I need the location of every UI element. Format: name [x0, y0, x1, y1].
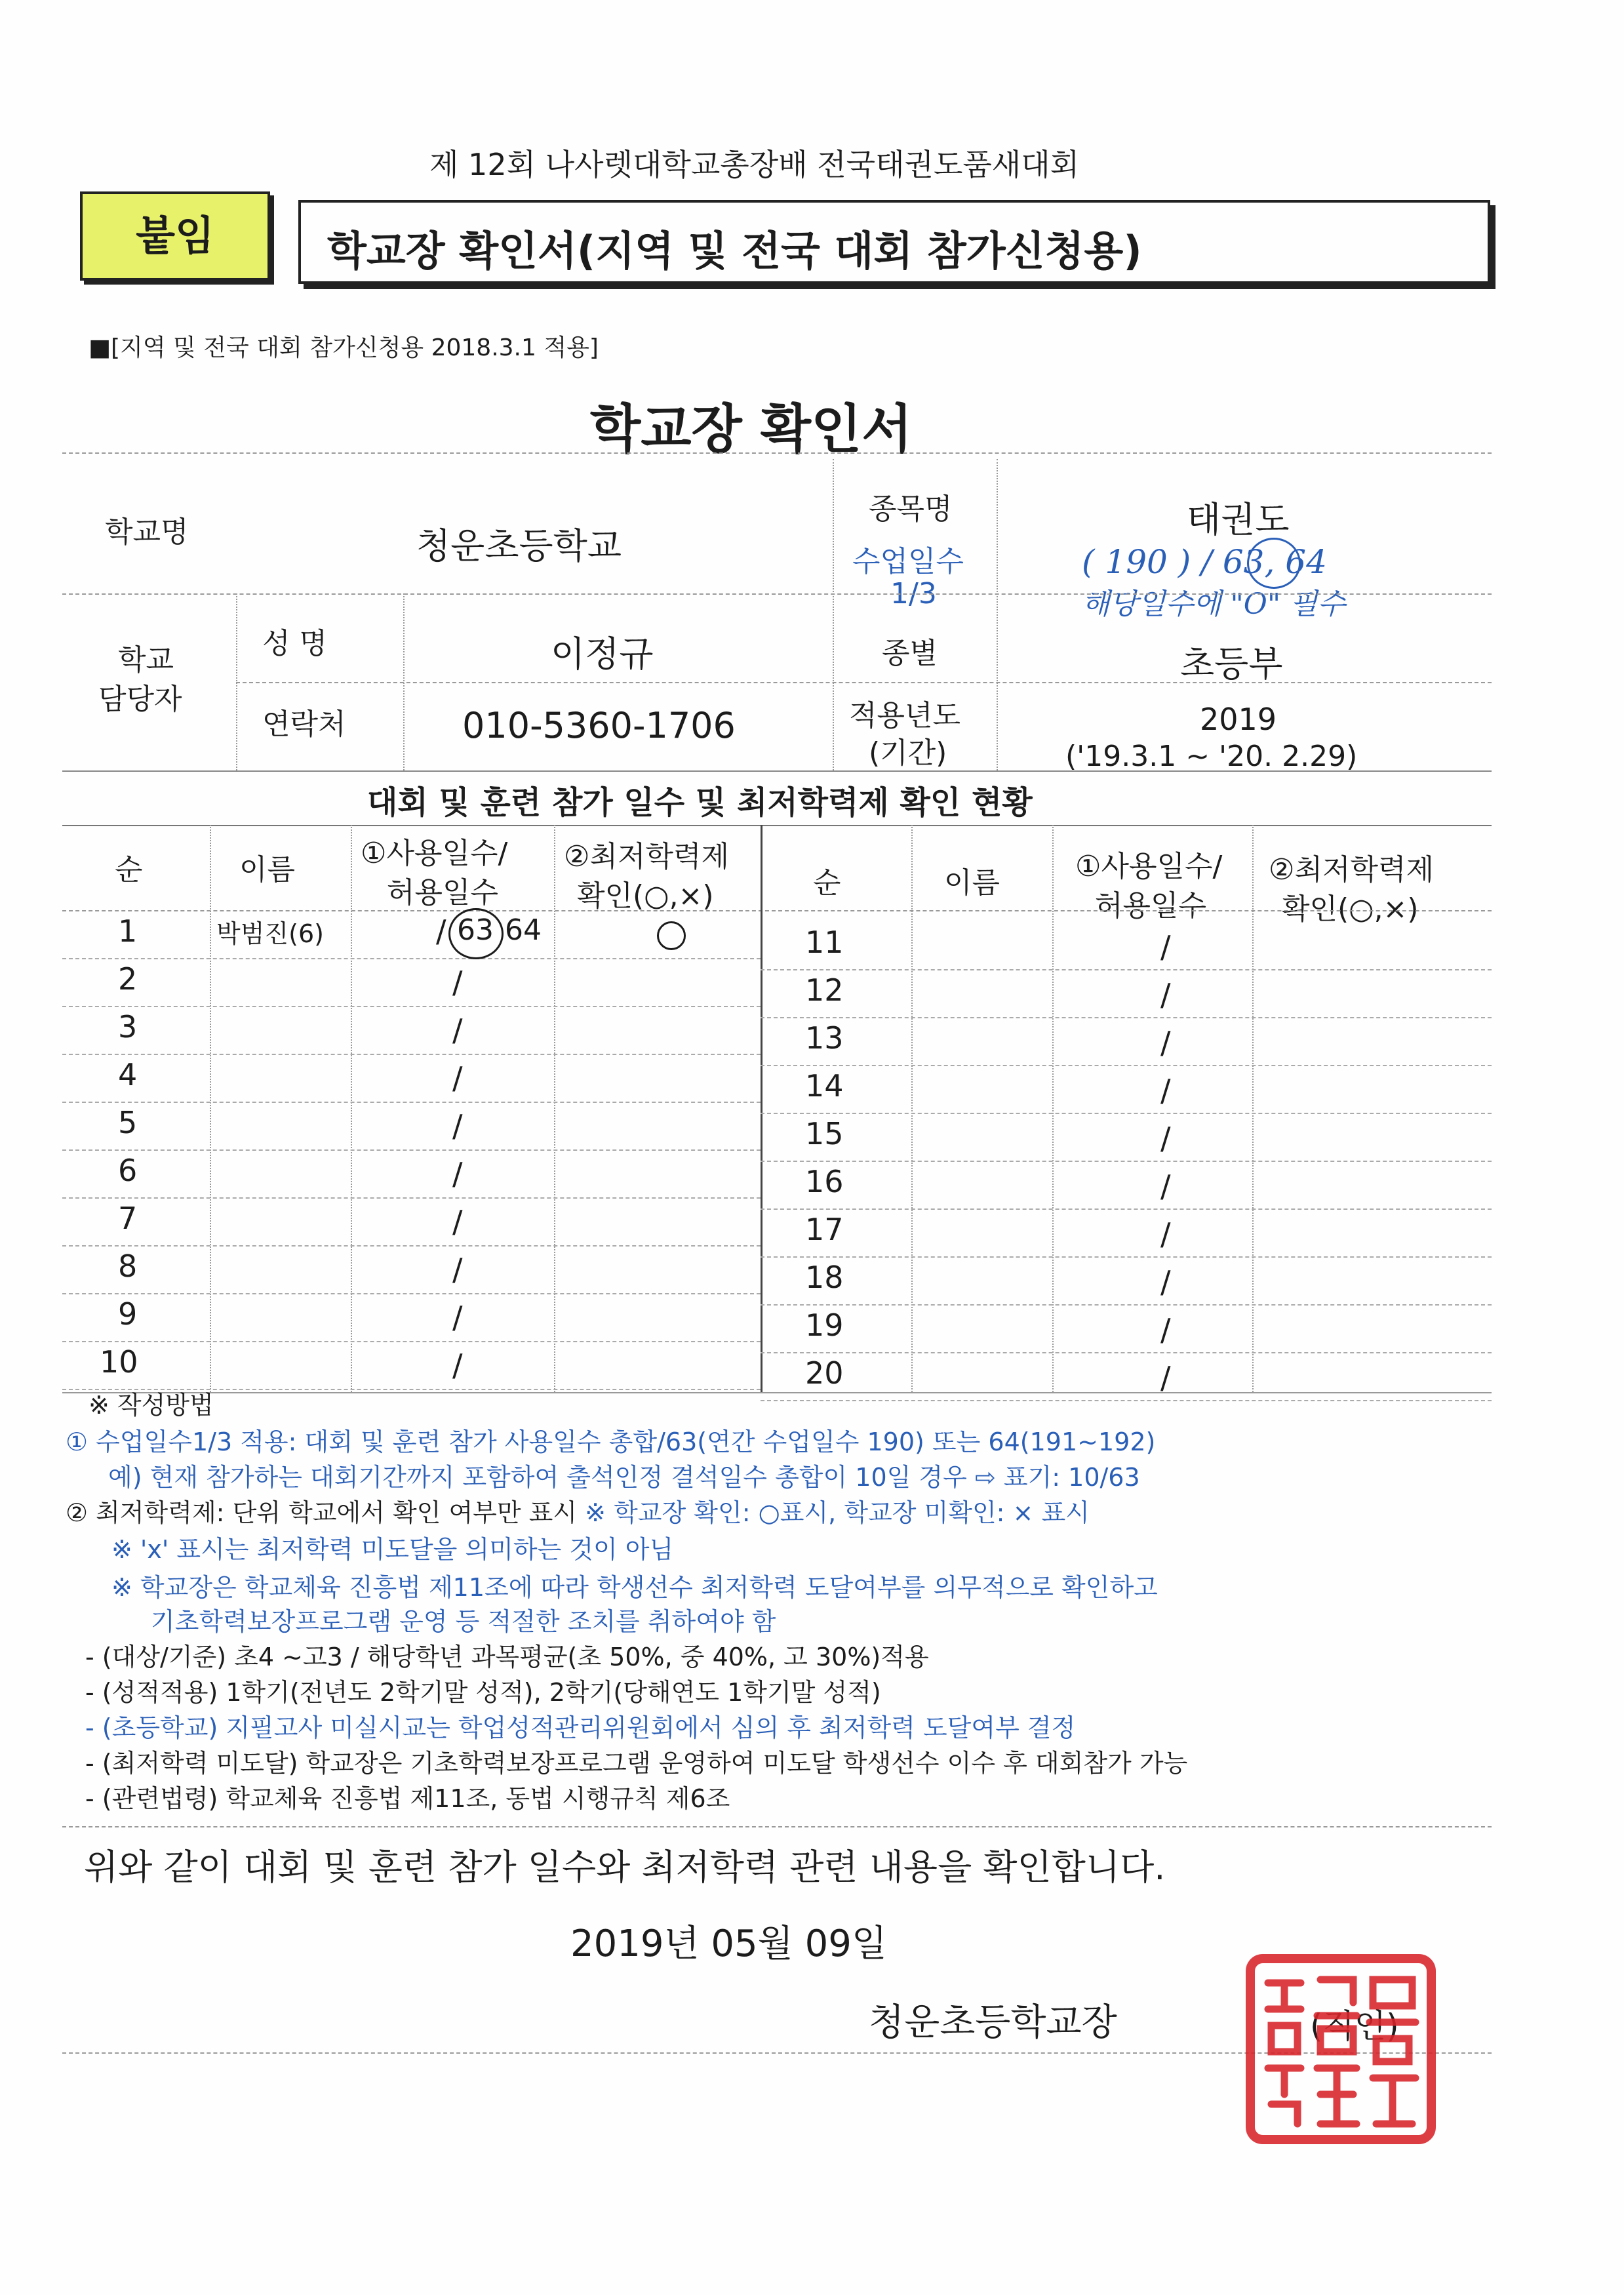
row-slash-13: /: [1160, 1025, 1171, 1060]
th-days-right-2: 허용일수: [1095, 889, 1207, 923]
student-check-mark-text: [659, 923, 660, 924]
row-seq-11: 11: [805, 925, 844, 960]
row-seq-16: 16: [805, 1164, 844, 1199]
th-seq-right: 순: [813, 866, 841, 900]
attachment-badge: [80, 191, 270, 281]
table-caption: 대회 및 훈련 참가 일수 및 최저학력제 확인 현황: [367, 784, 1033, 821]
th-check-left: ②최저학력제: [564, 840, 729, 873]
th-seq-left: 순: [115, 853, 143, 887]
category-value: 초등부: [1180, 643, 1283, 685]
row-seq-4: 4: [118, 1057, 138, 1092]
school-days-label: 수업일수: [852, 545, 964, 578]
th-name-right: 이름: [944, 866, 1000, 900]
row-slash-10: /: [452, 1347, 463, 1383]
student-check-mark: [657, 921, 686, 950]
school-seal-glyphs: [1255, 1963, 1427, 2135]
row-seq-3: 3: [118, 1009, 138, 1045]
row-slash-14: /: [1160, 1073, 1171, 1108]
note-4b: 기초학력보장프로그램 운영 등 적절한 조치를 취하여야 함: [151, 1607, 776, 1636]
row-seq-6: 6: [118, 1153, 138, 1188]
note-3: ※ 'x' 표시는 최저학력 미도달을 의미하는 것이 아님: [111, 1535, 674, 1564]
row-seq-12: 12: [805, 972, 844, 1008]
year-value: 2019: [1200, 702, 1277, 737]
row-slash-12: /: [1160, 977, 1171, 1012]
event-value: 태권도: [1187, 499, 1290, 540]
row-seq-18: 18: [805, 1260, 844, 1295]
document-title-box: [298, 200, 1490, 284]
student-days-circle: [448, 908, 504, 959]
th-name-left: 이름: [239, 853, 296, 887]
school-days-value: ( 190 ) / 63, 64: [1082, 543, 1327, 581]
name-label: 성 명: [262, 627, 327, 660]
year-label: 적용년도: [849, 699, 961, 732]
school-name-value: 청운초등학교: [416, 525, 622, 567]
note-2b-text: ※ 학교장 확인: ○표시, 학교장 미확인: × 표시: [585, 1498, 1090, 1527]
school-days-fraction: 1/3: [890, 577, 937, 610]
confirmation-statement: 위와 같이 대회 및 훈련 참가 일수와 최저학력 관련 내용을 확인합니다.: [84, 1846, 1166, 1888]
contact-value: 010-5360-1706: [462, 705, 736, 746]
row-seq-20: 20: [805, 1355, 844, 1391]
row-slash-17: /: [1160, 1216, 1171, 1252]
row-seq-19: 19: [805, 1307, 844, 1343]
row-seq-5: 5: [118, 1105, 138, 1140]
row-slash-9: /: [452, 1300, 463, 1335]
row-seq-13: 13: [805, 1020, 844, 1056]
row-slash-3: /: [452, 1012, 463, 1048]
notes-heading: ※ 작성방법: [89, 1391, 214, 1420]
note-1a: ① 수업일수1/3 적용: 대회 및 훈련 참가 사용일수 총합/63(연간 수업일수 190) 또는 64(191~192): [66, 1427, 1156, 1456]
row-seq-1: 1: [118, 913, 138, 949]
signer-name: 청운초등학교장: [869, 2001, 1117, 2044]
row-seq-9: 9: [118, 1296, 138, 1332]
row-seq-15: 15: [805, 1116, 844, 1151]
th-days-left-2: 허용일수: [387, 876, 499, 909]
student-allowed-days: 64: [505, 913, 542, 947]
category-label: 종별: [882, 637, 938, 670]
year-label-period: (기간): [869, 736, 947, 770]
bullet-1: - (대상/기준) 초4 ~고3 / 해당학년 과목평균(초 50%, 중 40%, 고 30%)적용: [85, 1643, 929, 1671]
student-days: 63: [457, 913, 494, 947]
name-value: 이정규: [551, 633, 654, 675]
th-days-right: ①사용일수/: [1075, 850, 1223, 883]
row-slash-8: /: [452, 1252, 463, 1287]
staff-label-1: 학교: [118, 643, 174, 677]
main-title: 학교장 확인서: [590, 399, 913, 460]
row-seq-17: 17: [805, 1212, 844, 1247]
seal-label: (직인): [1310, 2007, 1399, 2045]
school-name-label: 학교명: [105, 515, 189, 549]
bullet-2: - (성적적용) 1학기(전년도 2학기말 성적), 2학기(당해연도 1학기말 성적): [85, 1678, 881, 1707]
document-title-text: 학교장 확인서(지역 및 전국 대회 참가신청용): [327, 227, 1142, 275]
note-2a-text: ② 최저학력제: 단위 학교에서 확인 여부만 표시: [66, 1498, 585, 1527]
row-slash-20: /: [1160, 1360, 1171, 1395]
school-seal: [1246, 1954, 1436, 2144]
event-label: 종목명: [869, 492, 953, 526]
row-slash-15: /: [1160, 1121, 1171, 1156]
row-slash-16: /: [1160, 1168, 1171, 1204]
row-slash-5: /: [452, 1108, 463, 1144]
note-2a: [66, 1492, 1090, 1528]
note-4a: ※ 학교장은 학교체육 진흥법 제11조에 따라 학생선수 최저학력 도달여부를 의무적으로 확인하고: [111, 1573, 1158, 1602]
row-slash-2: /: [452, 965, 463, 1000]
row-slash-19: /: [1160, 1312, 1171, 1347]
row-slash-18: /: [1160, 1264, 1171, 1300]
th-check-right-2: 확인(○,×): [1282, 892, 1419, 926]
bullet-3: - (초등학교) 지필고사 미실시교는 학업성적관리위원회에서 심의 후 최저학력 도달여부 결정: [85, 1713, 1076, 1742]
th-check-right: ②최저학력제: [1269, 853, 1434, 887]
bullet-5: - (관련법령) 학교체육 진흥법 제11조, 동법 시행규칙 제6조: [85, 1784, 730, 1813]
th-check-left-2: 확인(○,×): [577, 879, 714, 913]
school-days-note: 해당일수에 "O" 필수: [1082, 588, 1346, 621]
event-title: 제 12회 나사렛대학교총장배 전국태권도품새대회: [429, 147, 1080, 182]
th-days-left: ①사용일수/: [361, 837, 508, 870]
first-row-slash: /: [436, 913, 446, 949]
row-slash-11: /: [1160, 929, 1171, 965]
staff-label-2: 담당자: [98, 683, 182, 716]
contact-label: 연락처: [262, 708, 346, 741]
row-seq-10: 10: [100, 1344, 138, 1380]
note-1b: 예) 현재 참가하는 대회기간까지 포함하여 출석인정 결석일수 총합이 10일 경우 ⇨ 표기: 10/63: [108, 1463, 1140, 1492]
bullet-4: - (최저학력 미도달) 학교장은 기초학력보장프로그램 운영하여 미도달 학생선수 이수 후 대회참가 가능: [85, 1749, 1188, 1778]
regulation-note: ■[지역 및 전국 대회 참가신청용 2018.3.1 적용]: [89, 334, 599, 361]
row-slash-7: /: [452, 1204, 463, 1239]
row-seq-8: 8: [118, 1248, 138, 1284]
row-slash-6: /: [452, 1156, 463, 1191]
row-seq-14: 14: [805, 1068, 844, 1104]
row-seq-2: 2: [118, 961, 138, 997]
attachment-badge-label: 붙임: [136, 212, 214, 260]
student-name: 박범진(6): [216, 919, 324, 948]
confirmation-date: 2019년 05월 09일: [570, 1923, 887, 1965]
row-seq-7: 7: [118, 1201, 138, 1236]
year-period-value: ('19.3.1 ~ '20. 2.29): [1065, 740, 1358, 773]
row-slash-4: /: [452, 1060, 463, 1096]
